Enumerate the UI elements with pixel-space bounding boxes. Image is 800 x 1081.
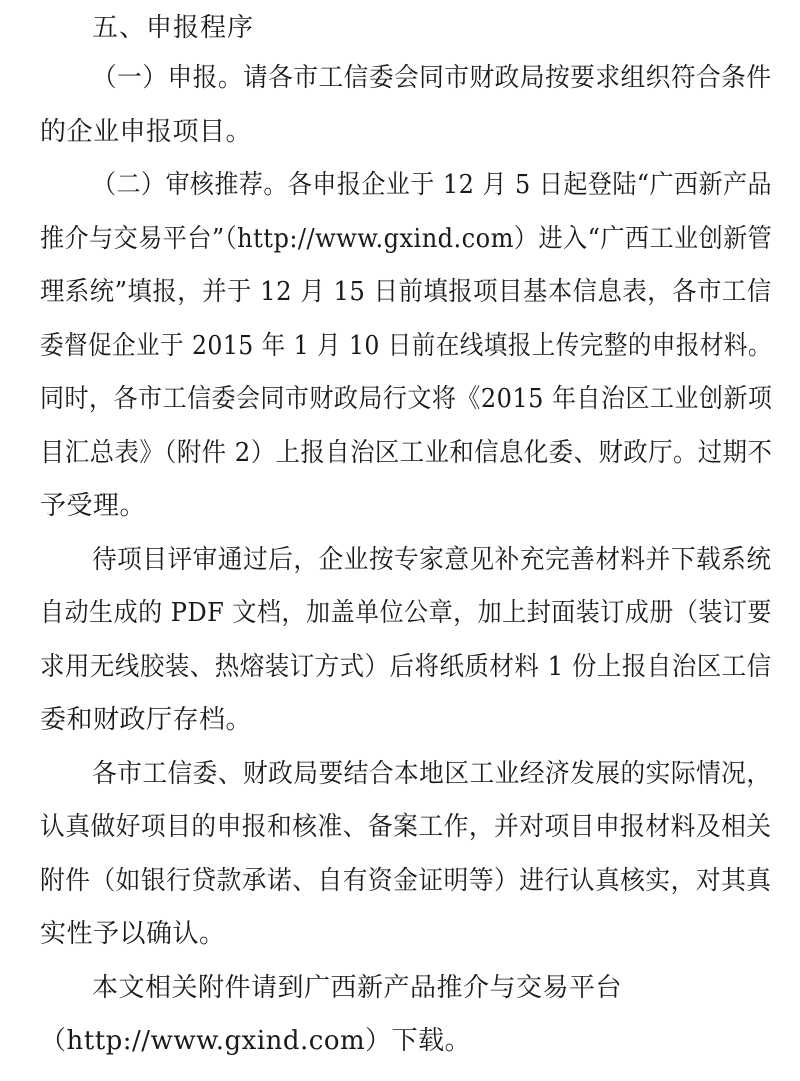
paragraph-line: （二）审核推荐。各申报企业于 12 月 5 日起登陆“广西新产品 (92, 170, 772, 200)
paragraph-line: 附件（如银行贷款承诺、自有资金证明等）进行认真核实，对其真 (40, 866, 772, 896)
paragraph-line: 同时，各市工信委会同市财政局行文将《2015 年自治区工业创新项 (40, 384, 773, 414)
paragraph-line: （http://www.gxind.com）下载。 (40, 1026, 472, 1056)
paragraph-line: 委和财政厅存档。 (40, 705, 253, 735)
paragraph-line: 实性予以确认。 (40, 919, 226, 949)
paragraph-line: 本文相关附件请到广西新产品推介与交易平台 (92, 973, 623, 1003)
paragraph-line: 求用无线胶装、热熔装订方式）后将纸质材料 1 份上报自治区工信 (40, 652, 772, 682)
paragraph-line: （一）申报。请各市工信委会同市财政局按要求组织符合条件 (92, 63, 772, 93)
section-heading: 五、申报程序 (92, 13, 255, 43)
paragraph-line: 予受理。 (40, 491, 147, 521)
paragraph-line: 的企业申报项目。 (40, 117, 253, 147)
paragraph-line: 待项目评审通过后，企业按专家意见补充完善材料并下载系统 (92, 545, 772, 575)
paragraph-line: 各市工信委、财政局要结合本地区工业经济发展的实际情况， (92, 759, 772, 789)
paragraph-line: 认真做好项目的申报和核准、备案工作，并对项目申报材料及相关 (40, 812, 772, 842)
paragraph-line: 理系统”填报，并于 12 月 15 日前填报项目基本信息表，各市工信 (40, 277, 772, 307)
paragraph-line: 委督促企业于 2015 年 1 月 10 日前在线填报上传完整的申报材料。 (40, 331, 772, 361)
paragraph-line: 目汇总表》（附件 2）上报自治区工业和信息化委、财政厅。过期不 (40, 438, 773, 468)
paragraph-line: 自动生成的 PDF 文档，加盖单位公章，加上封面装订成册（装订要 (40, 598, 772, 628)
paragraph-line: 推介与交易平台”（http://www.gxind.com）进入“广西工业创新管 (40, 224, 773, 254)
